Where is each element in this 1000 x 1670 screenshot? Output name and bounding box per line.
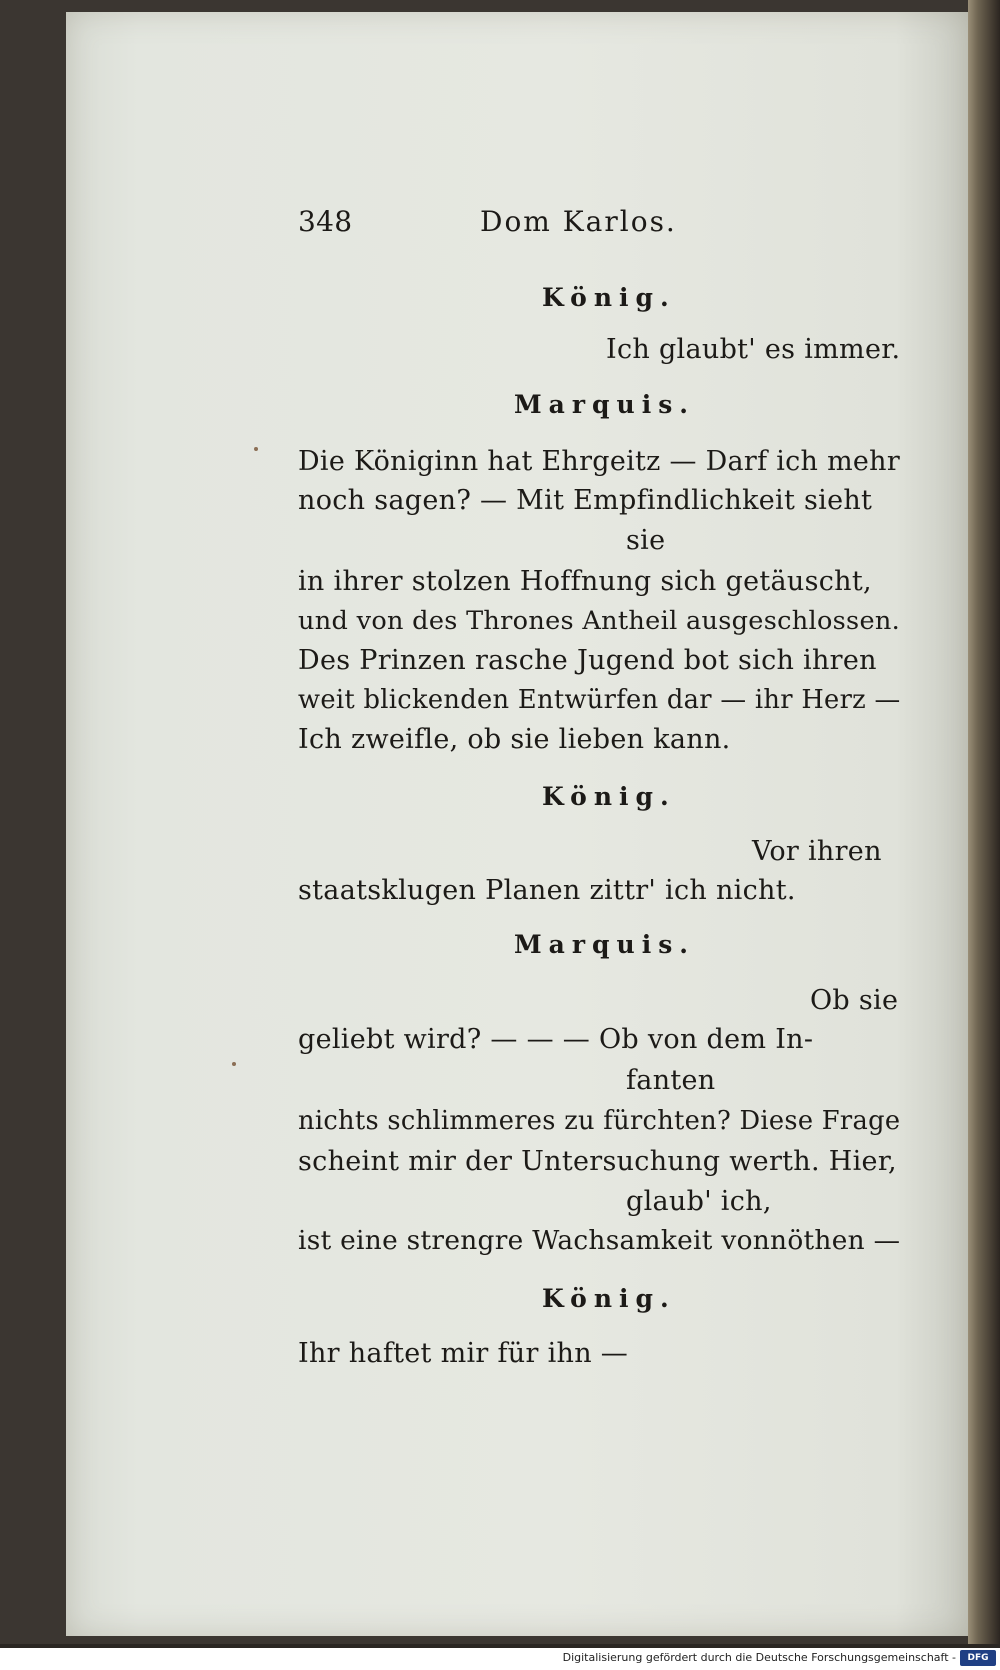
verse-line: Vor ihren (752, 836, 882, 867)
verse-line: weit blickenden Entwürfen dar — ihr Herz — (298, 685, 901, 715)
verse-line: Des Prinzen rasche Jugend bot sich ihren (298, 645, 877, 676)
verse-line: fanten (626, 1065, 716, 1096)
footer-strip (0, 1648, 1000, 1670)
verse-line: in ihrer stolzen Hoffnung sich getäuscht, (298, 566, 872, 597)
speaker-label: König. (542, 1284, 676, 1313)
verse-line: noch sagen? — Mit Empfindlichkeit sieht (298, 485, 873, 516)
verse-line: Ich glaubt' es immer. (606, 334, 901, 365)
verse-line: Ihr haftet mir für ihn — (298, 1338, 629, 1369)
verse-line: staatsklugen Planen zittr' ich nicht. (298, 875, 796, 906)
ink-spot (232, 1062, 236, 1066)
verse-line: Ich zweifle, ob sie lieben kann. (298, 724, 731, 755)
verse-line: und von des Thrones Antheil ausgeschlossen. (298, 606, 901, 636)
funding-credit: Digitalisierung gefördert durch die Deutsche Forschungsgemeinschaft - (562, 1651, 956, 1664)
verse-line: sie (626, 525, 666, 556)
speaker-label: Marquis. (514, 930, 695, 959)
speaker-label: König. (542, 283, 676, 312)
verse-line: glaub' ich, (626, 1186, 772, 1217)
verse-line: scheint mir der Untersuchung werth. Hier, (298, 1146, 897, 1177)
verse-line: Die Königinn hat Ehrgeitz — Darf ich mehr (298, 446, 901, 477)
speaker-label: König. (542, 782, 676, 811)
page-number: 348 (298, 205, 353, 238)
running-title: Dom Karlos. (480, 205, 677, 238)
verse-line: ist eine strengre Wachsamkeit vonnöthen — (298, 1226, 901, 1256)
page-edge (968, 0, 1000, 1644)
ink-spot (254, 447, 258, 451)
verse-line: geliebt wird? — — — Ob von dem In- (298, 1024, 814, 1055)
dfg-logo: DFG (960, 1650, 996, 1666)
verse-line: Ob sie (810, 985, 899, 1016)
speaker-label: Marquis. (514, 390, 695, 419)
verse-line: nichts schlimmeres zu fürchten? Diese Frage (298, 1106, 901, 1136)
book-page (66, 12, 968, 1636)
